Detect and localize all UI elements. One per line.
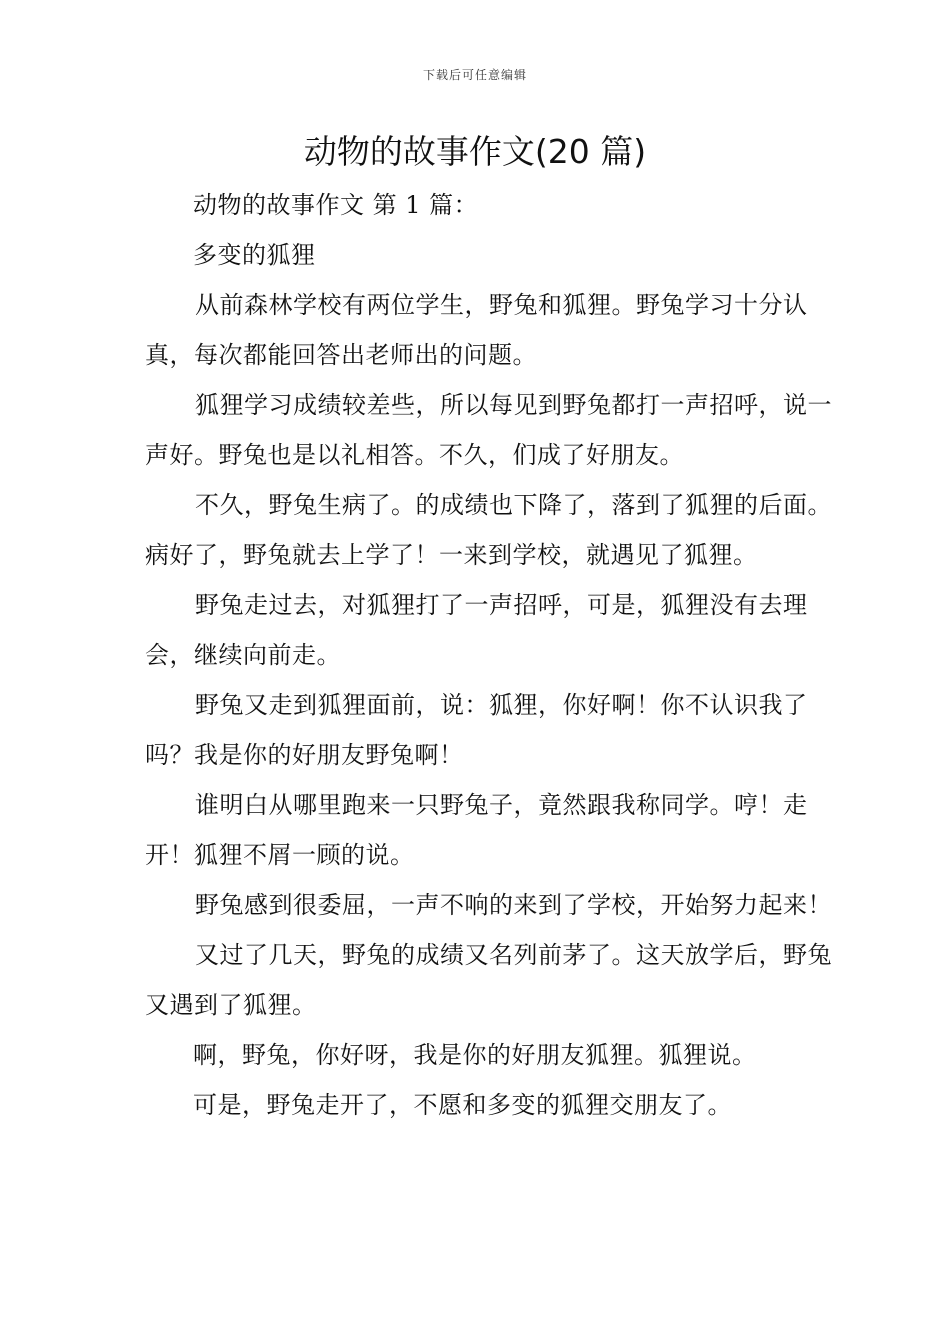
- story-title: 多变的狐狸: [193, 241, 316, 269]
- paragraph: 可是，野兔走开了，不愿和多变的狐狸交朋友了。: [193, 1091, 732, 1119]
- header-note: 下载后可任意编辑: [422, 68, 527, 82]
- document-title: 动物的故事作文(20 篇): [303, 132, 647, 171]
- paragraph: 又过了几天，野兔的成绩又名列前茅了。这天放学后，野兔又遇到了狐狸。: [145, 941, 832, 1019]
- document-body: [145, 180, 835, 1130]
- paragraph: 狐狸学习成绩较差些，所以每见到野兔都打一声招呼，说一声好。野兔也是以礼相答。不久，们成了好朋友。: [145, 391, 832, 469]
- paragraph: 啊，野兔，你好呀，我是你的好朋友狐狸。狐狸说。: [193, 1041, 757, 1069]
- paragraph: 野兔感到很委屈，一声不响的来到了学校，开始努力起来！: [195, 891, 832, 919]
- paragraph: 从前森林学校有两位学生，野兔和狐狸。野兔学习十分认真，每次都能回答出老师出的问题。: [145, 291, 808, 369]
- paragraph: 不久，野兔生病了。的成绩也下降了，落到了狐狸的后面。病好了，野兔就去上学了！一来到学校，就遇见了狐狸。: [145, 491, 832, 569]
- paragraph: 野兔又走到狐狸面前，说：狐狸，你好啊！你不认识我了吗？我是你的好朋友野兔啊！: [145, 691, 808, 769]
- paragraph: 野兔走过去，对狐狸打了一声招呼，可是，狐狸没有去理会，继续向前走。: [145, 591, 808, 669]
- section-heading: 动物的故事作文 第 1 篇：: [193, 191, 479, 219]
- paragraph: 谁明白从哪里跑来一只野兔子，竟然跟我称同学。哼！走开！狐狸不屑一顾的说。: [145, 791, 808, 869]
